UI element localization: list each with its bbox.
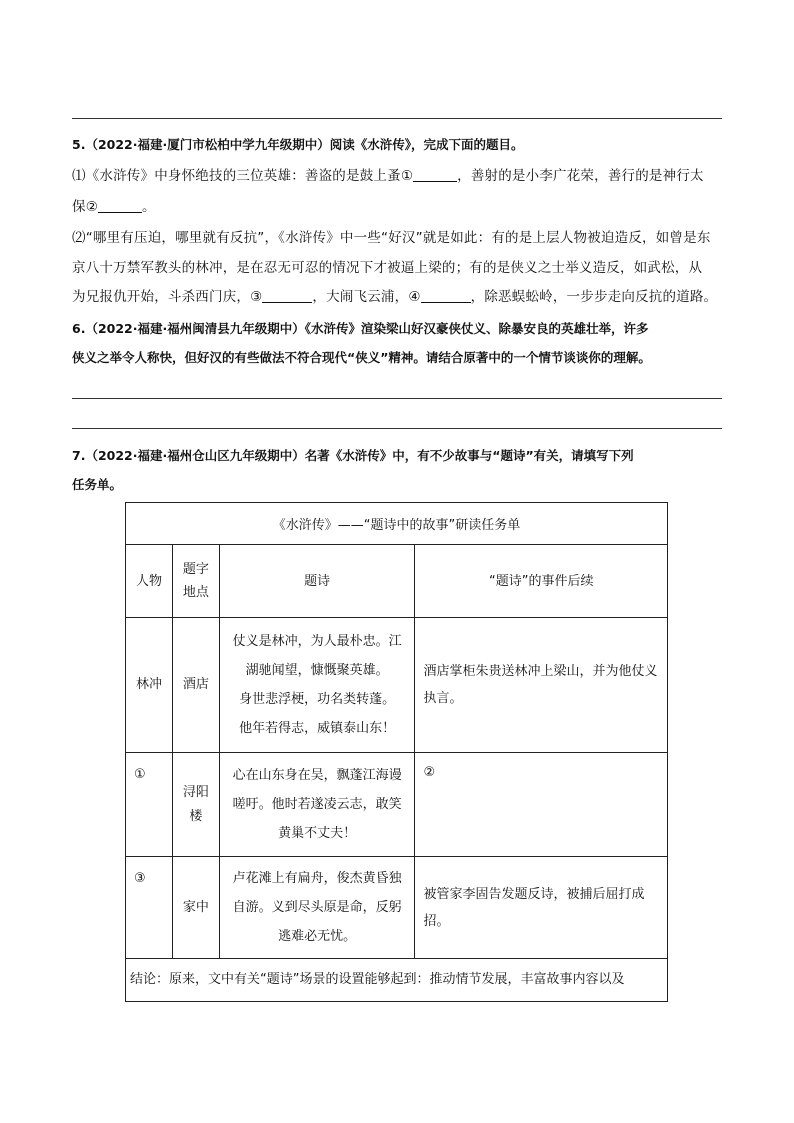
- table-header-row: [126, 545, 668, 618]
- q5-part2-line3: 为兄报仇开始，斗杀西门庆，③ ，大闹飞云浦，④ ，除恶蜈蚣岭，一步步走向反抗的道路。: [72, 289, 718, 305]
- blank-3[interactable]: [262, 288, 312, 303]
- blank-1[interactable]: [413, 167, 457, 182]
- answer-line-2[interactable]: [72, 428, 722, 429]
- row3-person-blank[interactable]: ③: [126, 857, 173, 959]
- q6-line2: 侠义之举令人称快，但好汉的有些做法不符合现代“侠义”精神。请结合原著中的一个情节谈谈你的理解。: [72, 350, 651, 365]
- q5-part2-line1: ⑵“哪里有压迫，哪里就有反抗”，《水浒传》中一些“好汉”就是如此：有的是上层人物被迫造反，如曾是东: [72, 230, 711, 246]
- row2-place: 浔阳楼: [172, 753, 219, 857]
- q7-line1: 7.（2022·福建·福州仓山区九年级期中）名著《水浒传》中，有不少故事与“题诗”有关，请填写下列: [72, 448, 634, 463]
- row1-place: 酒店: [172, 618, 219, 753]
- q6-line1: 6.（2022·福建·福州闽清县九年级期中）《水浒传》渲染梁山好汉豪侠仗义、除暴安良的英雄壮举，许多: [72, 321, 649, 336]
- question-5: [72, 130, 724, 312]
- table-row: [126, 857, 668, 959]
- row1-poem: 仗义是林冲，为人最朴忠。江 湖驰闻望，慷慨聚英雄。 身世悲浮梗，功名类转蓬。 他年若得志，威镇泰山东！: [219, 618, 415, 753]
- table-conclusion: 结论：原来，文中有关“题诗”场景的设置能够起到：推动情节发展，丰富故事内容以及: [126, 959, 668, 1002]
- blank-2[interactable]: [98, 198, 142, 213]
- task-table: [125, 502, 668, 1002]
- row3-poem: 卢花滩上有扁舟，俊杰黄昏独 自游。义到尽头原是命，反躬 逃难必无忧。: [219, 857, 415, 959]
- row3-place: 家中: [172, 857, 219, 959]
- row1-person: 林冲: [126, 618, 173, 753]
- row2-person-blank[interactable]: ①: [126, 753, 173, 857]
- row2-after-blank[interactable]: ②: [415, 753, 668, 857]
- row2-poem: 心在山东身在吴，飘蓬江海谩 嗟吁。他时若遂凌云志，敢笑 黄巢不丈夫！: [219, 753, 415, 857]
- blank-4[interactable]: [421, 288, 471, 303]
- answer-line-1[interactable]: [72, 398, 722, 399]
- table-caption: 《水浒传》——“题诗中的故事”研读任务单: [126, 503, 668, 545]
- question-6: [72, 314, 724, 372]
- q5-part2-line2: 京八十万禁军教头的林冲，是在忍无可忍的情况下才被逼上梁的；有的是侠义之士举义造反，如武松，从: [72, 259, 703, 276]
- header-after: “题诗”的事件后续: [415, 545, 668, 618]
- q5-title: 5.（2022·福建·厦门市松柏中学九年级期中）阅读《水浒传》，完成下面的题目。: [72, 137, 524, 152]
- row3-after: 被管家李固告发题反诗，被捕后屈打成招。: [415, 857, 668, 959]
- top-answer-line: [72, 118, 722, 119]
- row1-after: 酒店掌柜朱贵送林冲上梁山，并为他仗义执言。: [415, 618, 668, 753]
- header-person: 人物: [126, 545, 173, 618]
- q7-line2: 任务单。: [72, 477, 123, 492]
- question-7: [72, 441, 724, 499]
- q5-part1-line2: 保② 。: [72, 198, 156, 215]
- header-place: 题字地点: [172, 545, 219, 618]
- table-row: [126, 753, 668, 857]
- table-row: [126, 618, 668, 753]
- q5-part1-line1: ⑴《水浒传》中身怀绝技的三位英雄：善盗的是鼓上蚤① ，善射的是小李广花荣，善行的是神行太: [72, 168, 704, 184]
- header-poem: 题诗: [219, 545, 415, 618]
